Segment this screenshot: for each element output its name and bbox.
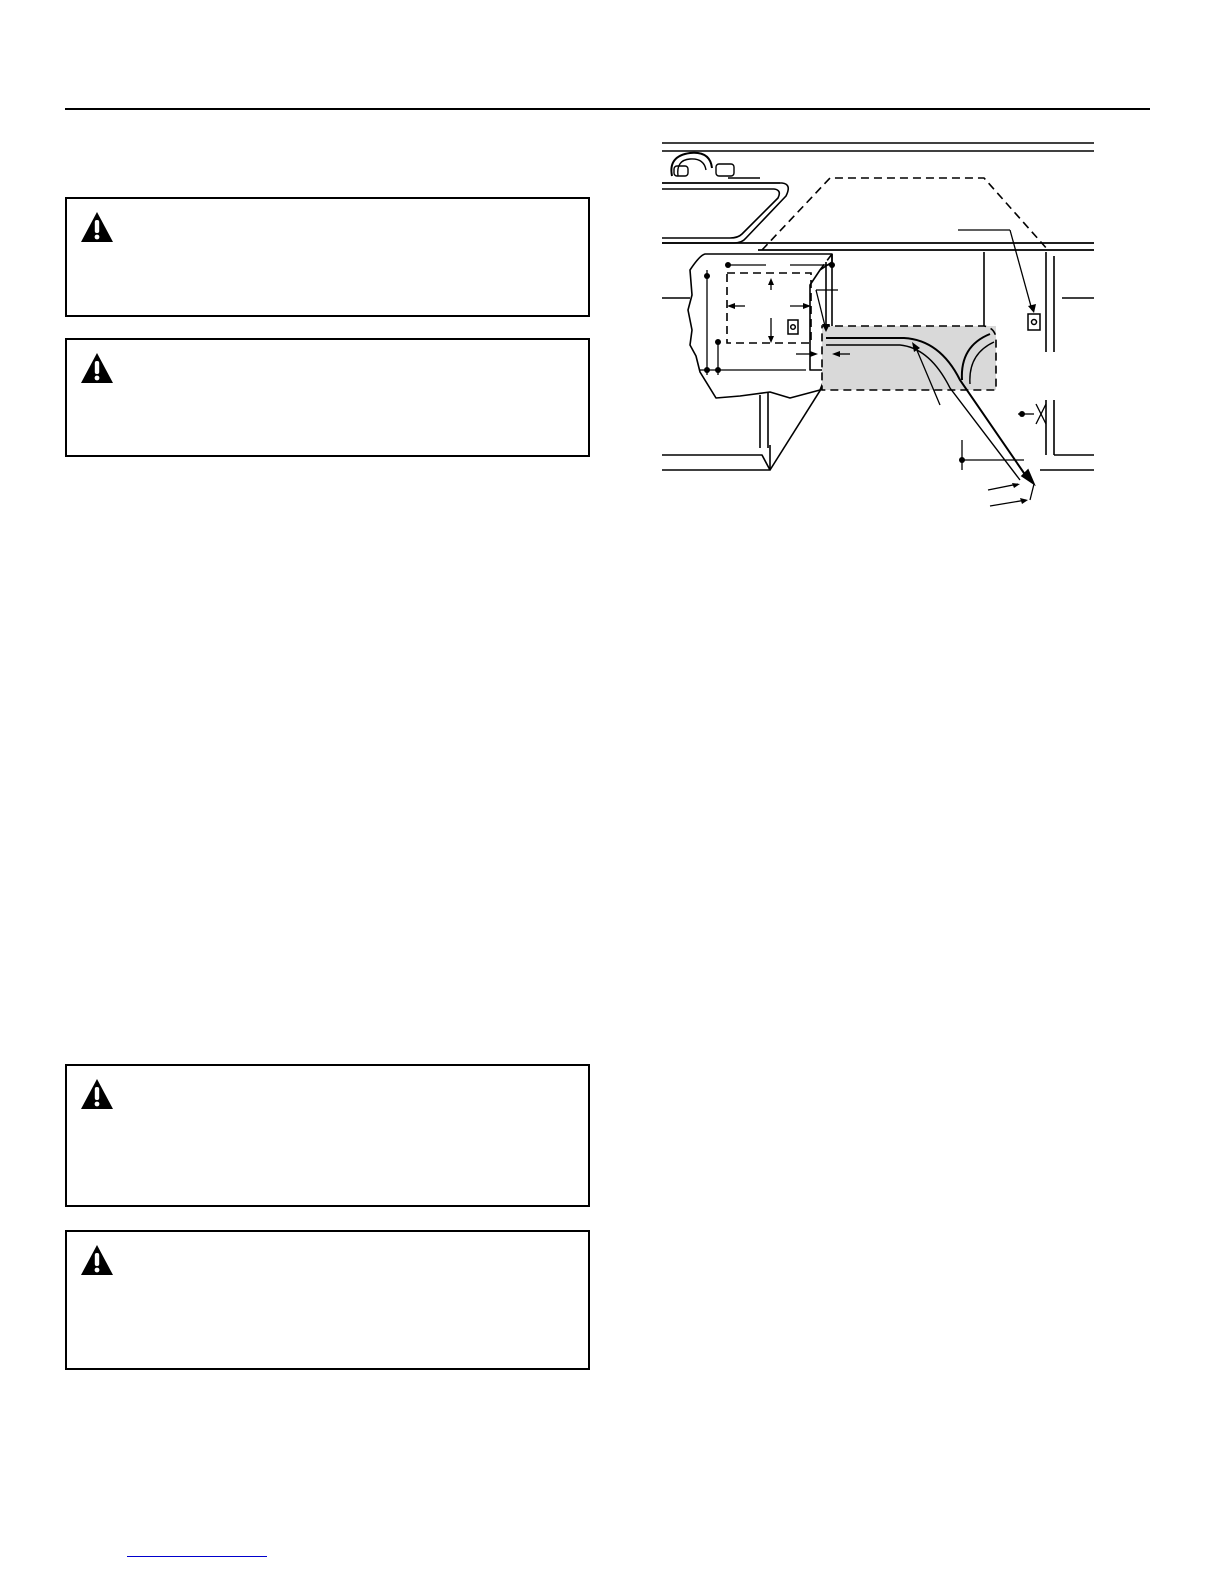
header-rule — [65, 108, 1150, 110]
outlet-box-left — [788, 320, 798, 334]
sink-outer-rim — [662, 183, 788, 243]
warning-triangle-icon — [80, 211, 114, 243]
warning-triangle-icon — [80, 1078, 114, 1110]
warning-triangle-icon — [80, 1244, 114, 1276]
warning-box-1 — [65, 197, 590, 317]
warning-triangle-icon — [80, 352, 114, 384]
warning-box-3 — [65, 1064, 590, 1207]
sink-inner-rim — [662, 189, 779, 238]
installation-diagram — [655, 135, 1100, 515]
opening-outline-top — [762, 178, 1048, 250]
outlet-box-right — [1028, 314, 1040, 330]
warning-box-4 — [65, 1230, 590, 1370]
warning-box-2 — [65, 338, 590, 457]
footer-link-underline[interactable] — [127, 1556, 267, 1557]
